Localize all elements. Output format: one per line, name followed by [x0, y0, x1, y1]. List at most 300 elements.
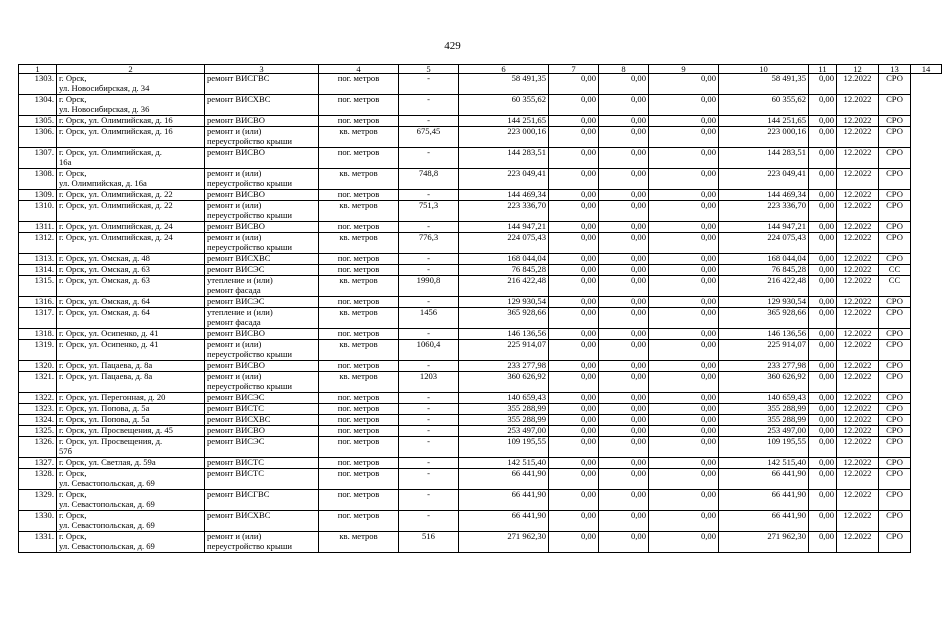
quantity-cell: -: [399, 437, 459, 458]
fund-cell: 0,00: [599, 95, 649, 116]
fund-cell: 0,00: [599, 265, 649, 276]
fund-cell: 0,00: [599, 169, 649, 190]
table-row: [19, 254, 942, 265]
work-type-cell: ремонт ВИСВО: [205, 222, 319, 233]
fund-cell: 0,00: [649, 254, 719, 265]
unit-cell: пог. метров: [319, 116, 399, 127]
unit-cell: кв. метров: [319, 340, 399, 361]
quantity-cell: 516: [399, 532, 459, 553]
table-row: [19, 222, 942, 233]
fund-cell: 0,00: [599, 201, 649, 222]
quantity-cell: 675,45: [399, 127, 459, 148]
total-cost-cell: 109 195,55: [459, 437, 549, 458]
unit-cell: пог. метров: [319, 511, 399, 532]
fund-cell: 0,00: [549, 127, 599, 148]
quantity-cell: 748,8: [399, 169, 459, 190]
total-cost-cell: 355 288,99: [459, 404, 549, 415]
quantity-cell: -: [399, 265, 459, 276]
other-cell: 0,00: [809, 116, 837, 127]
table-row: [19, 415, 942, 426]
work-type-cell: ремонт и (или) переустройство крыши: [205, 233, 319, 254]
fund-cell: 0,00: [549, 116, 599, 127]
address-cell: г. Орск, ул. Омская, д. 63: [57, 265, 205, 276]
other-cell: 0,00: [809, 74, 837, 95]
fund-cell: 0,00: [649, 490, 719, 511]
work-type-cell: ремонт ВИСГВС: [205, 490, 319, 511]
method-cell: СРО: [879, 127, 911, 148]
fund-cell: 0,00: [549, 490, 599, 511]
fund-cell: 0,00: [599, 469, 649, 490]
fund-cell: 0,00: [649, 361, 719, 372]
table-row: [19, 404, 942, 415]
column-header: 13: [879, 65, 911, 74]
unit-cell: пог. метров: [319, 426, 399, 437]
work-type-cell: ремонт ВИСВО: [205, 116, 319, 127]
address-cell: г. Орск, ул. Осипенко, д. 41: [57, 329, 205, 340]
method-cell: СРО: [879, 415, 911, 426]
total-cost-cell: 58 491,35: [459, 74, 549, 95]
fund-cell: 0,00: [549, 74, 599, 95]
address-cell: г. Орск, ул. Олимпийская, д. 24: [57, 233, 205, 254]
method-cell: СРО: [879, 308, 911, 329]
deadline-cell: 12.2022: [837, 404, 879, 415]
fund-cell: 0,00: [599, 404, 649, 415]
other-cell: 0,00: [809, 276, 837, 297]
other-cell: 0,00: [809, 490, 837, 511]
column-header: 10: [719, 65, 809, 74]
fund-cell: 0,00: [599, 511, 649, 532]
fund-cell: 0,00: [599, 254, 649, 265]
owner-funds-cell: 223 049,41: [719, 169, 809, 190]
quantity-cell: 776,3: [399, 233, 459, 254]
total-cost-cell: 144 947,21: [459, 222, 549, 233]
address-cell: г. Орск, ул. Омская, д. 64: [57, 297, 205, 308]
work-type-cell: ремонт и (или) переустройство крыши: [205, 532, 319, 553]
total-cost-cell: 271 962,30: [459, 532, 549, 553]
row-number: 1321.: [19, 372, 57, 393]
method-cell: СРО: [879, 95, 911, 116]
unit-cell: пог. метров: [319, 148, 399, 169]
deadline-cell: 12.2022: [837, 415, 879, 426]
row-number: 1330.: [19, 511, 57, 532]
method-cell: СРО: [879, 222, 911, 233]
unit-cell: пог. метров: [319, 297, 399, 308]
work-type-cell: ремонт ВИСГВС: [205, 74, 319, 95]
deadline-cell: 12.2022: [837, 190, 879, 201]
owner-funds-cell: 60 355,62: [719, 95, 809, 116]
column-header: 1: [19, 65, 57, 74]
fund-cell: 0,00: [599, 233, 649, 254]
fund-cell: 0,00: [549, 233, 599, 254]
total-cost-cell: 225 914,07: [459, 340, 549, 361]
quantity-cell: -: [399, 511, 459, 532]
fund-cell: 0,00: [549, 201, 599, 222]
address-cell: г. Орск, ул. Олимпийская, д. 16: [57, 127, 205, 148]
total-cost-cell: 223 000,16: [459, 127, 549, 148]
fund-cell: 0,00: [599, 532, 649, 553]
method-cell: СРО: [879, 74, 911, 95]
other-cell: 0,00: [809, 169, 837, 190]
table-body: [19, 74, 942, 553]
address-cell: г. Орск, ул. Омская, д. 63: [57, 276, 205, 297]
work-type-cell: ремонт ВИСХВС: [205, 95, 319, 116]
method-cell: СРО: [879, 190, 911, 201]
address-cell: г. Орск, ул. Омская, д. 48: [57, 254, 205, 265]
table-row: [19, 393, 942, 404]
other-cell: 0,00: [809, 254, 837, 265]
unit-cell: пог. метров: [319, 404, 399, 415]
fund-cell: 0,00: [549, 532, 599, 553]
total-cost-cell: 144 283,51: [459, 148, 549, 169]
deadline-cell: 12.2022: [837, 458, 879, 469]
deadline-cell: 12.2022: [837, 276, 879, 297]
fund-cell: 0,00: [549, 361, 599, 372]
unit-cell: пог. метров: [319, 190, 399, 201]
total-cost-cell: 253 497,00: [459, 426, 549, 437]
other-cell: 0,00: [809, 148, 837, 169]
total-cost-cell: 224 075,43: [459, 233, 549, 254]
fund-cell: 0,00: [649, 276, 719, 297]
work-type-cell: ремонт ВИСХВС: [205, 415, 319, 426]
row-number: 1311.: [19, 222, 57, 233]
quantity-cell: 1203: [399, 372, 459, 393]
total-cost-cell: 66 441,90: [459, 490, 549, 511]
owner-funds-cell: 225 914,07: [719, 340, 809, 361]
method-cell: СС: [879, 265, 911, 276]
table-row: [19, 169, 942, 190]
owner-funds-cell: 76 845,28: [719, 265, 809, 276]
unit-cell: пог. метров: [319, 437, 399, 458]
table-row: [19, 190, 942, 201]
table-row: [19, 127, 942, 148]
total-cost-cell: 66 441,90: [459, 469, 549, 490]
deadline-cell: 12.2022: [837, 148, 879, 169]
owner-funds-cell: 58 491,35: [719, 74, 809, 95]
deadline-cell: 12.2022: [837, 297, 879, 308]
deadline-cell: 12.2022: [837, 169, 879, 190]
deadline-cell: 12.2022: [837, 393, 879, 404]
unit-cell: пог. метров: [319, 329, 399, 340]
fund-cell: 0,00: [649, 404, 719, 415]
fund-cell: 0,00: [649, 511, 719, 532]
fund-cell: 0,00: [599, 490, 649, 511]
row-number: 1327.: [19, 458, 57, 469]
row-number: 1312.: [19, 233, 57, 254]
other-cell: 0,00: [809, 372, 837, 393]
owner-funds-cell: 224 075,43: [719, 233, 809, 254]
quantity-cell: -: [399, 222, 459, 233]
fund-cell: 0,00: [649, 329, 719, 340]
fund-cell: 0,00: [599, 393, 649, 404]
method-cell: СС: [879, 276, 911, 297]
row-number: 1309.: [19, 190, 57, 201]
method-cell: СРО: [879, 372, 911, 393]
method-cell: СРО: [879, 361, 911, 372]
fund-cell: 0,00: [599, 222, 649, 233]
method-cell: СРО: [879, 148, 911, 169]
column-header: 11: [809, 65, 837, 74]
fund-cell: 0,00: [549, 415, 599, 426]
fund-cell: 0,00: [649, 426, 719, 437]
address-cell: г. Орск, ул. Севастопольская, д. 69: [57, 532, 205, 553]
total-cost-cell: 142 515,40: [459, 458, 549, 469]
work-type-cell: утепление и (или) ремонт фасада: [205, 276, 319, 297]
other-cell: 0,00: [809, 95, 837, 116]
method-cell: СРО: [879, 201, 911, 222]
row-number: 1313.: [19, 254, 57, 265]
fund-cell: 0,00: [649, 233, 719, 254]
address-cell: г. Орск, ул. Олимпийская, д. 24: [57, 222, 205, 233]
method-cell: СРО: [879, 404, 911, 415]
quantity-cell: -: [399, 404, 459, 415]
unit-cell: кв. метров: [319, 532, 399, 553]
owner-funds-cell: 216 422,48: [719, 276, 809, 297]
owner-funds-cell: 223 000,16: [719, 127, 809, 148]
deadline-cell: 12.2022: [837, 265, 879, 276]
method-cell: СРО: [879, 490, 911, 511]
deadline-cell: 12.2022: [837, 308, 879, 329]
fund-cell: 0,00: [549, 190, 599, 201]
column-header: 12: [837, 65, 879, 74]
fund-cell: 0,00: [599, 276, 649, 297]
fund-cell: 0,00: [599, 297, 649, 308]
fund-cell: 0,00: [649, 190, 719, 201]
quantity-cell: -: [399, 361, 459, 372]
address-cell: г. Орск, ул. Попова, д. 5а: [57, 404, 205, 415]
fund-cell: 0,00: [549, 511, 599, 532]
quantity-cell: 1060,4: [399, 340, 459, 361]
work-type-cell: ремонт ВИСВО: [205, 148, 319, 169]
table-row: [19, 74, 942, 95]
work-type-cell: ремонт ВИСХВС: [205, 511, 319, 532]
table-row: [19, 265, 942, 276]
quantity-cell: 1990,8: [399, 276, 459, 297]
table-row: [19, 329, 942, 340]
quantity-cell: -: [399, 490, 459, 511]
table-row: [19, 469, 942, 490]
unit-cell: пог. метров: [319, 490, 399, 511]
address-cell: г. Орск, ул. Новосибирская, д. 36: [57, 95, 205, 116]
deadline-cell: 12.2022: [837, 95, 879, 116]
fund-cell: 0,00: [549, 254, 599, 265]
owner-funds-cell: 253 497,00: [719, 426, 809, 437]
deadline-cell: 12.2022: [837, 437, 879, 458]
owner-funds-cell: 360 626,92: [719, 372, 809, 393]
work-type-cell: ремонт и (или) переустройство крыши: [205, 127, 319, 148]
address-cell: г. Орск, ул. Пацаева, д. 8а: [57, 372, 205, 393]
address-cell: г. Орск, ул. Осипенко, д. 41: [57, 340, 205, 361]
owner-funds-cell: 223 336,70: [719, 201, 809, 222]
unit-cell: пог. метров: [319, 469, 399, 490]
owner-funds-cell: 66 441,90: [719, 511, 809, 532]
work-type-cell: ремонт и (или) переустройство крыши: [205, 340, 319, 361]
work-type-cell: ремонт и (или) переустройство крыши: [205, 372, 319, 393]
table-row: [19, 297, 942, 308]
table-row: [19, 148, 942, 169]
fund-cell: 0,00: [599, 74, 649, 95]
method-cell: СРО: [879, 340, 911, 361]
row-number: 1326.: [19, 437, 57, 458]
address-cell: г. Орск, ул. Пацаева, д. 8а: [57, 361, 205, 372]
owner-funds-cell: 129 930,54: [719, 297, 809, 308]
address-cell: г. Орск, ул. Олимпийская, д. 16а: [57, 148, 205, 169]
table-row: [19, 308, 942, 329]
method-cell: СРО: [879, 458, 911, 469]
fund-cell: 0,00: [549, 308, 599, 329]
address-cell: г. Орск, ул. Олимпийская, д. 22: [57, 190, 205, 201]
row-number: 1315.: [19, 276, 57, 297]
table-row: [19, 532, 942, 553]
fund-cell: 0,00: [549, 95, 599, 116]
row-number: 1307.: [19, 148, 57, 169]
row-number: 1304.: [19, 95, 57, 116]
work-type-cell: ремонт ВИСЭС: [205, 437, 319, 458]
fund-cell: 0,00: [649, 148, 719, 169]
method-cell: СРО: [879, 169, 911, 190]
table-row: [19, 95, 942, 116]
work-type-cell: ремонт и (или) переустройство крыши: [205, 169, 319, 190]
address-cell: г. Орск, ул. Омская, д. 64: [57, 308, 205, 329]
deadline-cell: 12.2022: [837, 490, 879, 511]
fund-cell: 0,00: [599, 437, 649, 458]
work-type-cell: ремонт ВИСЭС: [205, 265, 319, 276]
row-number: 1318.: [19, 329, 57, 340]
table-row: [19, 201, 942, 222]
table-row: [19, 340, 942, 361]
row-number: 1329.: [19, 490, 57, 511]
table-row: [19, 233, 942, 254]
other-cell: 0,00: [809, 340, 837, 361]
column-header: 8: [599, 65, 649, 74]
fund-cell: 0,00: [549, 340, 599, 361]
register-table: [18, 64, 942, 553]
fund-cell: 0,00: [649, 222, 719, 233]
column-header: 2: [57, 65, 205, 74]
work-type-cell: ремонт ВИСТС: [205, 404, 319, 415]
deadline-cell: 12.2022: [837, 116, 879, 127]
method-cell: СРО: [879, 426, 911, 437]
unit-cell: кв. метров: [319, 308, 399, 329]
owner-funds-cell: 168 044,04: [719, 254, 809, 265]
owner-funds-cell: 365 928,66: [719, 308, 809, 329]
other-cell: 0,00: [809, 190, 837, 201]
fund-cell: 0,00: [649, 201, 719, 222]
quantity-cell: -: [399, 469, 459, 490]
total-cost-cell: 360 626,92: [459, 372, 549, 393]
total-cost-cell: 168 044,04: [459, 254, 549, 265]
column-header: 3: [205, 65, 319, 74]
total-cost-cell: 144 469,34: [459, 190, 549, 201]
quantity-cell: -: [399, 116, 459, 127]
other-cell: 0,00: [809, 415, 837, 426]
row-number: 1303.: [19, 74, 57, 95]
fund-cell: 0,00: [649, 95, 719, 116]
unit-cell: пог. метров: [319, 74, 399, 95]
method-cell: СРО: [879, 393, 911, 404]
row-number: 1331.: [19, 532, 57, 553]
row-number: 1305.: [19, 116, 57, 127]
other-cell: 0,00: [809, 361, 837, 372]
address-cell: г. Орск, ул. Новосибирская, д. 34: [57, 74, 205, 95]
address-cell: г. Орск, ул. Попова, д. 5а: [57, 415, 205, 426]
quantity-cell: -: [399, 426, 459, 437]
table-row: [19, 437, 942, 458]
quantity-cell: -: [399, 458, 459, 469]
unit-cell: пог. метров: [319, 415, 399, 426]
unit-cell: кв. метров: [319, 127, 399, 148]
unit-cell: пог. метров: [319, 222, 399, 233]
work-type-cell: ремонт ВИСХВС: [205, 254, 319, 265]
total-cost-cell: 223 049,41: [459, 169, 549, 190]
other-cell: 0,00: [809, 532, 837, 553]
other-cell: 0,00: [809, 393, 837, 404]
other-cell: 0,00: [809, 201, 837, 222]
deadline-cell: 12.2022: [837, 340, 879, 361]
method-cell: СРО: [879, 532, 911, 553]
owner-funds-cell: 271 962,30: [719, 532, 809, 553]
address-cell: г. Орск, ул. Просвещения, д. 45: [57, 426, 205, 437]
row-number: 1323.: [19, 404, 57, 415]
fund-cell: 0,00: [599, 415, 649, 426]
other-cell: 0,00: [809, 329, 837, 340]
work-type-cell: ремонт ВИСТС: [205, 458, 319, 469]
total-cost-cell: 140 659,43: [459, 393, 549, 404]
deadline-cell: 12.2022: [837, 511, 879, 532]
table-row: [19, 511, 942, 532]
other-cell: 0,00: [809, 265, 837, 276]
unit-cell: пог. метров: [319, 361, 399, 372]
row-number: 1324.: [19, 415, 57, 426]
other-cell: 0,00: [809, 297, 837, 308]
method-cell: СРО: [879, 116, 911, 127]
owner-funds-cell: 142 515,40: [719, 458, 809, 469]
fund-cell: 0,00: [549, 329, 599, 340]
fund-cell: 0,00: [649, 116, 719, 127]
owner-funds-cell: 355 288,99: [719, 404, 809, 415]
fund-cell: 0,00: [649, 437, 719, 458]
row-number: 1306.: [19, 127, 57, 148]
deadline-cell: 12.2022: [837, 426, 879, 437]
fund-cell: 0,00: [549, 276, 599, 297]
fund-cell: 0,00: [549, 393, 599, 404]
work-type-cell: ремонт ВИСВО: [205, 190, 319, 201]
fund-cell: 0,00: [549, 458, 599, 469]
deadline-cell: 12.2022: [837, 329, 879, 340]
row-number: 1322.: [19, 393, 57, 404]
work-type-cell: ремонт и (или) переустройство крыши: [205, 201, 319, 222]
fund-cell: 0,00: [649, 372, 719, 393]
work-type-cell: ремонт ВИСЭС: [205, 393, 319, 404]
other-cell: 0,00: [809, 308, 837, 329]
row-number: 1320.: [19, 361, 57, 372]
fund-cell: 0,00: [599, 329, 649, 340]
deadline-cell: 12.2022: [837, 254, 879, 265]
unit-cell: кв. метров: [319, 276, 399, 297]
owner-funds-cell: 66 441,90: [719, 469, 809, 490]
fund-cell: 0,00: [599, 116, 649, 127]
quantity-cell: -: [399, 393, 459, 404]
fund-cell: 0,00: [599, 458, 649, 469]
owner-funds-cell: 144 947,21: [719, 222, 809, 233]
fund-cell: 0,00: [649, 415, 719, 426]
unit-cell: пог. метров: [319, 458, 399, 469]
quantity-cell: -: [399, 254, 459, 265]
owner-funds-cell: 109 195,55: [719, 437, 809, 458]
fund-cell: 0,00: [549, 297, 599, 308]
row-number: 1310.: [19, 201, 57, 222]
table-row: [19, 458, 942, 469]
fund-cell: 0,00: [599, 127, 649, 148]
